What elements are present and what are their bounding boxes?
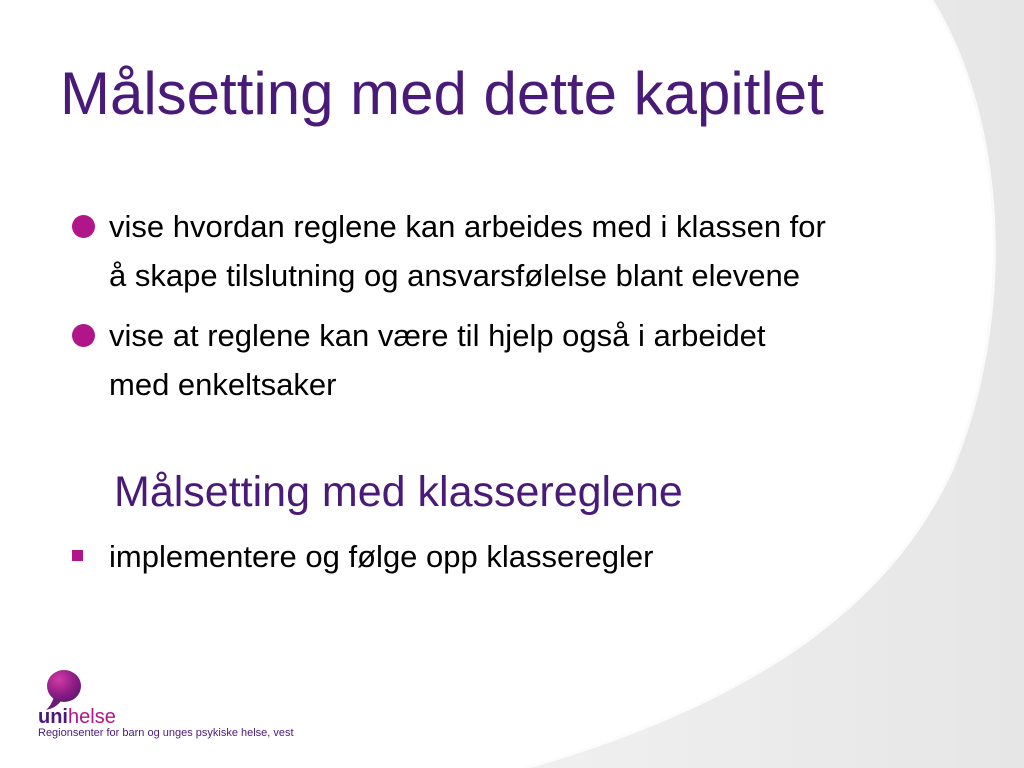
magenta-circle-bullet-icon (72, 215, 95, 238)
logo-uni-text: uni (38, 706, 68, 728)
bullet-item (72, 311, 832, 409)
magenta-square-bullet-icon (72, 550, 83, 561)
logo-wordmark (38, 706, 116, 728)
subheading: Målsetting med klassereglene (114, 468, 683, 516)
bullet-text: vise at reglene kan være til hjelp også i arbeidet med enkeltsaker (109, 318, 766, 402)
sub-bullet-list (72, 532, 654, 581)
logo-tagline: Regionsenter for barn og unges psykiske helse, vest (38, 727, 294, 739)
bullet-item (72, 202, 832, 300)
bullet-text: vise hvordan reglene kan arbeides med i klassen for å skape tilslutning og ansvarsfølelse blant elevene (109, 209, 826, 293)
magenta-circle-bullet-icon (72, 324, 95, 347)
sub-bullet-item (72, 532, 654, 581)
bullet-list (72, 202, 832, 420)
logo-helse-text: helse (68, 706, 116, 728)
sub-bullet-text: implementere og følge opp klasseregler (109, 539, 654, 574)
slide-title: Målsetting med dette kapitlet (60, 60, 824, 127)
unihelse-logo (36, 668, 336, 748)
